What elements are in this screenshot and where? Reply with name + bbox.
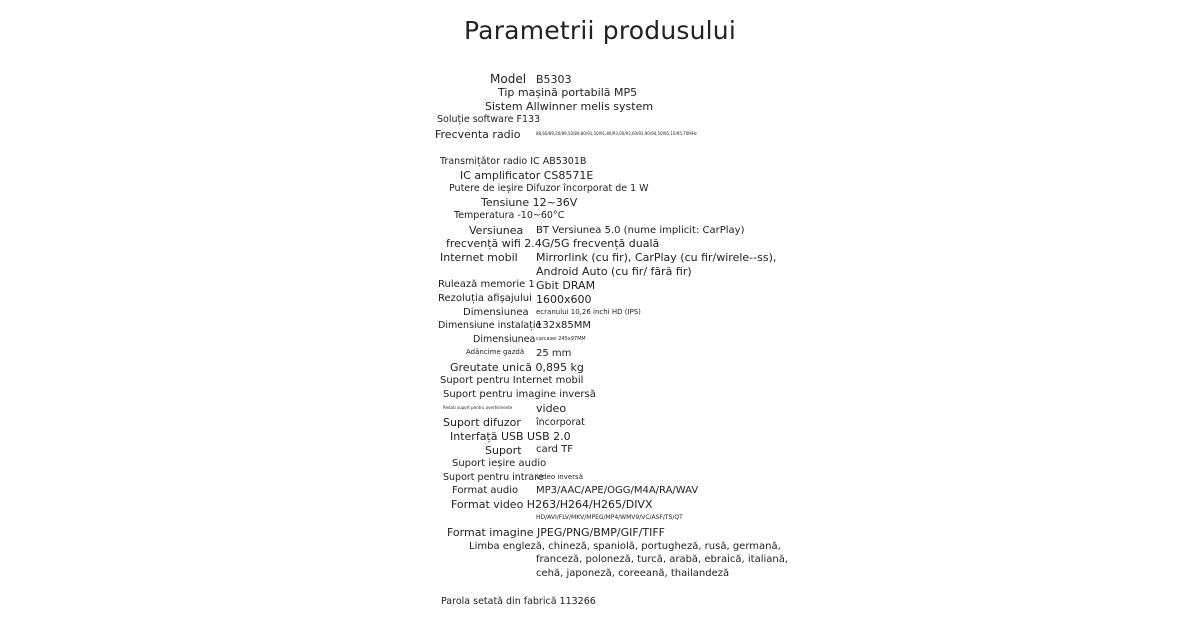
audio-label: Format audio	[452, 485, 519, 496]
internet-label: Internet mobil	[440, 251, 518, 264]
redare-value: video	[536, 402, 567, 415]
suport-imagine-row: Suport pentru imagine inversă	[443, 389, 596, 400]
sistem-row: Sistem Allwinner melis system	[485, 100, 654, 113]
video-formats: HD/AVI/FLV/MKV/MPEG/MP4/WMV9/VC/ASF/TS/QT	[536, 514, 683, 521]
dimensiunea-carcasa-label: Dimensiunea	[473, 334, 536, 345]
imagine-row: Format imagine JPEG/PNG/BMP/GIF/TIFF	[447, 526, 665, 539]
redare-label: Redați suport pentru avertismente	[443, 405, 513, 410]
frecventa-value: 88,60/89,20/89,50/89,80/91,50/91,80/93,00/93,60/93,90/94,50/95,10/95,70MHz	[536, 131, 697, 136]
memorie-value: Gbit DRAM	[536, 279, 596, 292]
frecventa-label: Frecventa radio	[435, 128, 521, 141]
difuzor-label: Suport difuzor	[443, 416, 521, 429]
parola-row: Parola setată din fabrică 113266	[441, 596, 596, 607]
dimensiune-instalatie-label: Dimensiune instalație	[438, 320, 542, 331]
tensiune-row: Tensiune 12~36V	[481, 196, 578, 209]
memorie-label: Rulează memorie 1	[438, 279, 535, 290]
transmitator-row: Transmițător radio IC AB5301B	[440, 156, 587, 167]
amplificator-row: IC amplificator CS8571E	[460, 169, 594, 182]
wifi-row: frecvență wifi 2.4G/5G frecvență duală	[446, 237, 660, 250]
temperatura-row: Temperatura -10~60°C	[454, 210, 565, 221]
intrare-label: Suport pentru intrare	[443, 472, 544, 483]
versiunea-value: BT Versiunea 5.0 (nume implicit: CarPlay)	[536, 225, 745, 236]
dimensiune-instalatie-value: 132x85MM	[536, 320, 591, 331]
adancime-value: 25 mm	[536, 348, 572, 359]
limba-line-1: Limba engleză, chineză, spaniolă, portugheză, rusă, germană,	[469, 541, 781, 552]
page-title: Parametrii produsului	[464, 16, 736, 45]
limba-line-2: franceză, poloneză, turcă, arabă, ebraică, italiană,	[536, 554, 789, 565]
difuzor-value: încorporat	[536, 417, 585, 428]
rezolutie-label: Rezoluția afișajului	[438, 293, 532, 304]
suport-card-label: Suport	[485, 444, 522, 457]
tip-row: Tip mașină portabilă MP5	[498, 86, 638, 99]
dimensiunea-carcasa-value: carcasei 245x97MM	[536, 336, 586, 342]
dimensiunea-ecran-label: Dimensiunea	[463, 307, 529, 318]
greutate-row: Greutate unică 0,895 kg	[450, 361, 584, 374]
limba-line-3: cehă, japoneză, coreeană, thailandeză	[536, 568, 730, 579]
internet-value-1: Mirrorlink (cu fir), CarPlay (cu fir/wirele--ss),	[536, 251, 777, 264]
adancime-label: Adâncime gazdă	[466, 348, 525, 356]
model-value: B5303	[536, 73, 572, 86]
solutie-row: Soluție software F133	[437, 114, 541, 125]
suport-card-value: card TF	[536, 444, 573, 455]
versiunea-label: Versiunea	[469, 224, 524, 237]
suport-internet-row: Suport pentru Internet mobil	[440, 375, 584, 386]
rezolutie-value: 1600x600	[536, 293, 592, 306]
video-row: Format video H263/H264/H265/DIVX	[451, 498, 653, 511]
model-label: Model	[490, 72, 527, 86]
intrare-value: video inversă	[536, 473, 583, 481]
audio-value: MP3/AAC/APE/OGG/M4A/RA/WAV	[536, 485, 699, 496]
usb-row: Interfață USB USB 2.0	[450, 430, 571, 443]
iesire-audio-row: Suport ieșire audio	[452, 458, 547, 469]
dimensiunea-ecran-value: ecranului 10,26 inchi HD (IPS)	[536, 308, 641, 316]
putere-row: Putere de ieșire Difuzor încorporat de 1 W	[449, 183, 649, 194]
internet-value-2: Android Auto (cu fir/ fără fir)	[536, 265, 692, 278]
